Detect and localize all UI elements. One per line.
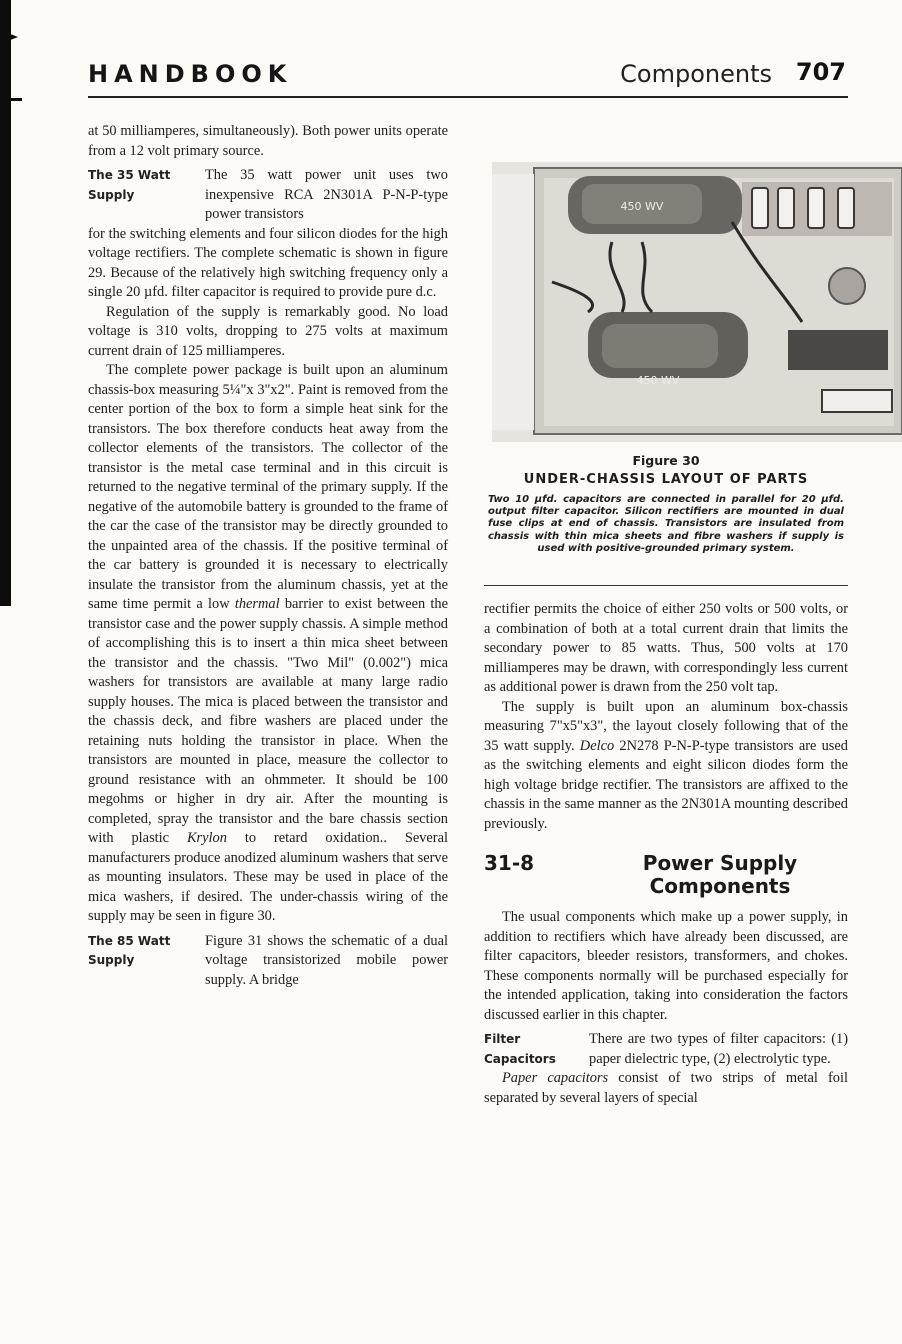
section-heading	[484, 852, 848, 898]
paragraph	[88, 361, 448, 927]
sidehead-label-line: The 85 Watt	[88, 933, 171, 948]
right-column	[484, 600, 848, 1108]
header-rule	[88, 96, 848, 98]
italic-term: Paper capacitors	[502, 1070, 609, 1086]
chassis-lip	[492, 174, 534, 430]
section-number: 31-8	[484, 851, 535, 875]
paragraph: Regulation of the supply is remarkably good. No load voltage is 310 volts, dropping to 275 volts at maximum current drain of 125 milliamperes.	[88, 303, 448, 359]
rectifier-clip	[822, 390, 892, 412]
sidehead-label-line: Supply	[88, 187, 135, 202]
figure-title: UNDER-CHASSIS LAYOUT OF PARTS	[523, 472, 809, 487]
italic-term: Krylon	[186, 830, 227, 846]
resistor-block	[788, 330, 888, 370]
capacitor-label: 450 WV	[620, 200, 664, 213]
sidehead-text: Figure 31 shows the schematic of a dual voltage transistorized mobile power supply. A bridge	[205, 932, 448, 988]
sidehead-text: There are two types of filter capacitors: (1) paper dielectric type, (2) electrolytic type.	[589, 1031, 848, 1067]
figure-30-photo	[492, 162, 902, 442]
text-run: The supply is built upon an aluminum box-chassis measuring 7"x5"x3", the layout closely following that of the 35 watt supply.	[484, 698, 848, 754]
page-header	[88, 56, 846, 100]
sidehead-filter-capacitors	[484, 1030, 848, 1069]
sidehead-text: The 35 watt power unit uses two inexpensive RCA 2N301A P-N-P-type power transistors	[205, 167, 448, 222]
text-run: barrier to exist between the transistor case and the power supply chassis. A simple method of accomplishing this is to insert a thin mica sheet between the transistor and the chassis. "Two Mil" (0.002") mica washers for transistors are available at many large radio supply houses. The mica is placed between the transistor and the chassis deck, and fibre washers are placed under the retaining nuts holding the transistor in place. When the transistors are mounted in place, measure the collector to ground resistance with an ohmmeter. It should be 100 megohms or higher in dry air. After the mounting is completed, spray the transistor and the bare chassis section with plastic	[88, 596, 448, 846]
sidehead-label-line: Filter	[484, 1032, 521, 1046]
sidehead-85-watt-supply	[88, 932, 448, 991]
left-column	[88, 122, 448, 990]
scan-edge-mark	[0, 98, 22, 101]
figure-caption	[484, 452, 848, 555]
paragraph: rectifier permits the choice of either 250 volts or 500 volts, or a combination of both at a total current drain that limits the secondary power to 85 watts. Thus, 500 volts at 170 milliamperes may be drawn, with correspondingly less current as additional power is drawn from the 250 volt tap.	[484, 601, 848, 695]
page-number: 707	[795, 58, 846, 86]
text-run: to retard oxidation.. Several manufacturers produce anodized aluminum washers that serve as mounting insulators. These may be used in place of the mica washers, if desired. The under-chassis wiring of the supply may be seen in figure 30.	[88, 830, 448, 924]
text-run: 2N278 P-N-P-type transistors are used as the switching elements and eight silicon diodes form the high voltage bridge rectifier. The transistors are affixed to the chassis in the same manner as the 2N301A mounting described previously.	[484, 737, 848, 832]
sidehead-label-line: Capacitors	[484, 1051, 556, 1066]
paragraph: at 50 milliamperes, simultaneously). Both power units operate from a 12 volt primary source.	[88, 123, 448, 159]
section-title-line: Power Supply	[642, 851, 798, 875]
running-head-brand: HANDBOOK	[88, 60, 293, 88]
sidehead-label-line: Supply	[88, 953, 135, 967]
feedthrough-terminal	[829, 268, 865, 304]
figure-number: Figure 30	[632, 453, 700, 468]
paragraph: for the switching elements and four silicon diodes for the high voltage rectifiers. The complete schematic is shown in figure 29. Because of the relatively high switching frequency only a single 20 µfd. filter capacitor is required to provide pure d.c.	[88, 225, 448, 300]
section-title-line: Components	[649, 874, 791, 898]
text-run: consist of two strips of metal foil separated by several layers of special	[484, 1070, 848, 1106]
scan-edge-bar	[0, 0, 11, 606]
paragraph	[484, 1069, 848, 1108]
sidehead-35-watt-supply	[88, 166, 448, 225]
section-title	[592, 852, 848, 898]
sidehead-label	[88, 932, 205, 991]
running-head-section: Components	[620, 60, 772, 88]
capacitor-label: 450 WV	[636, 374, 680, 387]
capacitor-bottom-sleeve	[602, 324, 718, 368]
italic-term: thermal	[234, 596, 280, 612]
sidehead-label-line: The 35 Watt	[88, 168, 171, 182]
italic-term: Delco	[579, 737, 615, 754]
figure-description: Two 10 µfd. capacitors are connected in parallel for 20 µfd. output filter capacitor. Silicon rectifiers are mounted in dual fuse clips at end of chassis. Transistors are insulated from chassis with thin mica sheets and fibre washers if supply is used with positive-grounded primary system.	[488, 494, 844, 554]
figure-rule	[484, 585, 848, 586]
text-run: The complete power package is built upon an aluminum chassis-box measuring 5¼"x 3"x2". Paint is removed from the center portion of the box to form a simple heat sink for the transistors. The box therefore conducts heat away from the collector elements of the transistors. The collector of the transistor is the metal case terminal and in this circuit is returned to the negative terminal of the primary supply. If the negative of the automobile battery is grounded to the frame of the car the case of the transistor may be directly grounded to the unpainted area of the chassis. If the positive terminal of the car battery is grounded it is necessary to electrically insulate the transistor from the aluminum chassis, yet at the same time permit a low	[88, 362, 448, 612]
sidehead-label	[88, 166, 205, 225]
paragraph: The usual components which make up a power supply, in addition to rectifiers which have already been discussed, are filter capacitors, bleeder resistors, transformers, and chokes. These components normally will be purchased especially for the intended application, taking into consideration the factors discussed earlier in this chapter.	[484, 909, 848, 1023]
paragraph	[484, 698, 848, 835]
sidehead-label	[484, 1030, 589, 1069]
